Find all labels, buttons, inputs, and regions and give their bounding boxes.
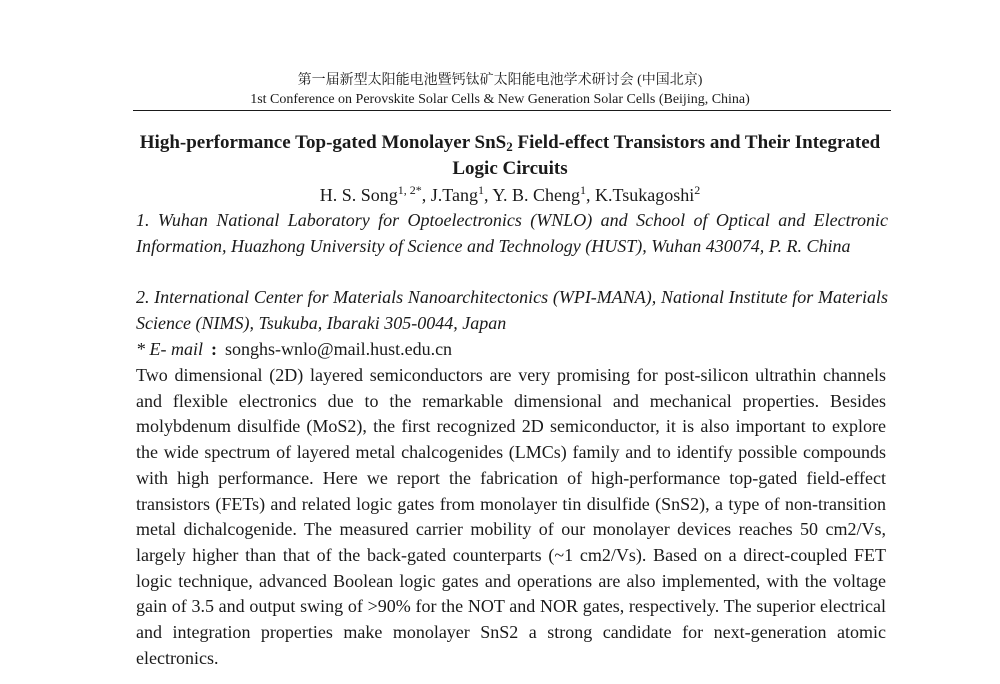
author-separator: , <box>586 185 596 205</box>
author-name: J.Tang <box>430 185 478 205</box>
title-text-b: Field-effect Transistors and Their Integrated Logic Circuits <box>452 132 881 179</box>
header-divider <box>133 110 891 111</box>
author-separator: , <box>421 185 431 205</box>
author-affiliation-mark: 2 <box>694 183 701 197</box>
author <box>431 185 493 205</box>
paper-title <box>133 130 887 182</box>
author <box>595 185 700 205</box>
corresponding-email <box>136 337 452 361</box>
author-name: K.Tsukagoshi <box>595 185 695 205</box>
title-text-a: High-performance Top-gated Monolayer SnS <box>139 132 507 153</box>
author <box>320 185 431 205</box>
author-name: Y. B. Cheng <box>492 185 581 205</box>
author-separator: , <box>483 185 493 205</box>
conference-header-cn: 第一届新型太阳能电池暨钙钛矿太阳能电池学术研讨会 (中国北京) <box>297 73 703 88</box>
email-label: * E- mail <box>136 339 203 359</box>
title-subscript: 2 <box>506 139 513 154</box>
author-affiliation-mark: 1 <box>580 183 587 197</box>
abstract-body: Two dimensional (2D) layered semiconductors are very promising for post-silicon ultrathin channels and flexible electronics due to the remarkable dimensional and mechanical properties. Besides molybdenum disulfide (MoS2), the first recognized 2D semiconductor, it is also important to explore the wide spectrum of layered metal chalcogenides (LMCs) family and to identify possible compounds with high performance. Here we report the fabrication of high-performance top-gated field-effect transistors (FETs) and related logic gates from monolayer tin disulfide (SnS2), a type of non-transition metal dichalcogenide. The measured carrier mobility of our monolayer devices reaches 50 cm2/Vs, largely higher than that of the back-gated counterparts (~1 cm2/Vs). Based on a direct-coupled FET logic technique, advanced Boolean logic gates and operations are also implemented, with the voltage gain of 3.5 and output swing of >90% for the NOT and NOR gates, respectively. The superior electrical and integration properties make monolayer SnS2 a strong candidate for next-generation atomic electronics. <box>136 365 886 668</box>
author <box>492 185 595 205</box>
author-affiliation-mark: 1 <box>477 183 484 197</box>
conference-header-en: 1st Conference on Perovskite Solar Cells & New Generation Solar Cells (Beijing, China) <box>250 92 750 107</box>
author-affiliation-mark: 1, 2* <box>397 183 422 197</box>
affiliation-1: 1. Wuhan National Laboratory for Optoelectronics (WNLO) and School of Optical and Electronic Information, Huazhong University of Science and Technology (HUST), Wuhan 430074, P. R. China <box>136 210 888 256</box>
email-separator: : <box>211 339 217 359</box>
author-list <box>133 183 887 207</box>
email-address[interactable]: songhs-wnlo@mail.hust.edu.cn <box>225 339 453 359</box>
author-name: H. S. Song <box>319 185 398 205</box>
affiliation-2: 2. International Center for Materials Nanoarchitectonics (WPI-MANA), National Institute for Materials Science (NIMS), Tsukuba, Ibaraki 305-0044, Japan <box>136 287 888 333</box>
